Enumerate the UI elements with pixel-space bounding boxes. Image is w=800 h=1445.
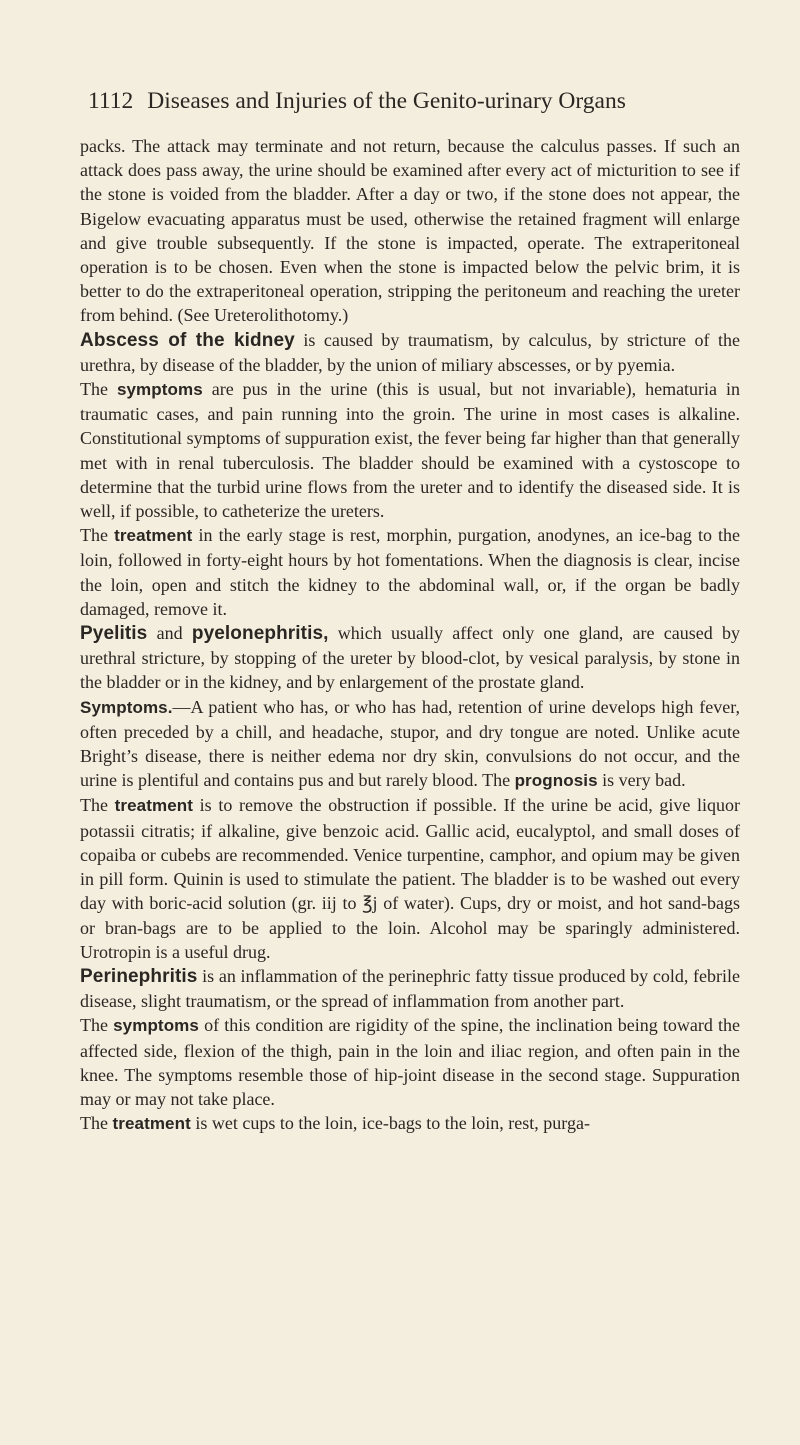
- paragraph-perinephritis-treatment: The treatment is wet cups to the loin, ice-bags to the loin, rest, purga-: [80, 1113, 590, 1134]
- section-heading: Abscess of the kidney: [80, 329, 295, 351]
- paragraph-abscess-treatment: The treatment in the early stage is rest, morphin, purgation, anodynes, an ice-bag to the loin, followed in forty-eight hours by hot fomentations. When the diagnosis is clear, incise the loin, open and stitch the kidney to the abdominal wall, or, if the organ be badly damaged, remove it.: [80, 525, 741, 619]
- paragraph-calculus-continued: packs. The attack may terminate and not return, because the calculus passes. If such an attack does pass away, the urine should be examined after every act of micturition to see if the stone is voided from the bladder. After a day or two, if the stone does not appear, the Bigelow evacuating apparatus must be used, otherwise the retained fragment will enlarge and give trouble subsequently. If the stone is impacted, operate. The extraperitoneal operation is to be chosen. Even when the stone is impacted below the pelvic brim, it is better to do the extraperitoneal operation, stripping the peritoneum and reaching the ureter from behind. (See Ureterolithotomy.): [80, 136, 740, 326]
- subheading: symptoms: [116, 380, 203, 400]
- paragraph-pyelitis-treatment: The treatment is to remove the obstruction if possible. If the urine be acid, give liquor potassii citratis; if alkaline, give benzoic acid. Gallic acid, eucalyptol, and small doses of copaiba or cubebs are recommended. Venice turpentine, camphor, and opium may be given in pill form. Quinin is used to stimulate the patient. The bladder is to be washed out every day with boric-acid solution (gr. iij to ℥j of water). Cups, dry or moist, and hot sand-bags or bran-bags are to be applied to the loin. Alcohol may be sparingly administered. Urotropin is a useful drug.: [80, 795, 740, 962]
- running-title: Diseases and Injuries of the Genito-urinary Organs: [147, 88, 626, 114]
- section-heading: Perinephritis: [80, 965, 198, 987]
- subheading: symptoms: [113, 1016, 199, 1036]
- paragraph-perinephritis: Perinephritis is an inflammation of the perinephric fatty tissue produced by cold, febrile disease, slight traumatism, or the spread of inflammation from another part.: [80, 965, 740, 1012]
- paragraph-pyelitis: Pyelitis and pyelonephritis, which usually affect only one gland, are caused by urethral stricture, by stopping of the ureter by blood-clot, by vesical paralysis, by stone in the bladder or in the kidney, and by enlargement of the prostate gland.: [80, 623, 740, 693]
- subheading: treatment: [112, 1114, 191, 1134]
- running-header: [88, 86, 728, 116]
- subheading: prognosis: [514, 771, 598, 791]
- paragraph-pyelitis-symptoms: Symptoms.—A patient who has, or who has had, retention of urine develops high fever, often preceded by a chill, and headache, stupor, and dry tongue are noted. Unlike acute Bright’s disease, there is neither edema nor dry skin, convulsions do not occur, and the urine is plentiful and contains pus and but rarely blood. The prognosis is very bad.: [80, 696, 740, 791]
- subheading: Symptoms.: [80, 697, 173, 717]
- subheading: treatment: [114, 796, 194, 816]
- section-heading: Pyelitis: [80, 623, 148, 645]
- paragraph-abscess-of-kidney: Abscess of the kidney is caused by traumatism, by calculus, by stricture of the urethra, by disease of the bladder, by the union of miliary abscesses, or by pyemia.: [80, 329, 740, 375]
- paragraph-perinephritis-symptoms: The symptoms of this condition are rigidity of the spine, the inclination being toward the affected side, flexion of the thigh, pain in the loin and iliac region, and often pain in the knee. The symptoms resemble those of hip-joint disease in the second stage. Suppuration may or may not take place.: [80, 1015, 741, 1109]
- body-text: [80, 134, 740, 1136]
- subheading: treatment: [114, 526, 193, 546]
- page-number: 1112: [88, 88, 134, 114]
- paragraph-abscess-symptoms: The symptoms are pus in the urine (this is usual, but not invariable), hematuria in traumatic cases, and pain running into the groin. The urine in most cases is alkaline. Constitutional symptoms of suppuration exist, the fever being far higher than that generally met with in renal tuberculosis. The bladder should be examined with a cystoscope to determine that the turbid urine flows from the ureter and to identify the diseased side. It is well, if possible, to catheterize the ureters.: [80, 379, 740, 522]
- section-heading: pyelonephritis,: [191, 623, 329, 645]
